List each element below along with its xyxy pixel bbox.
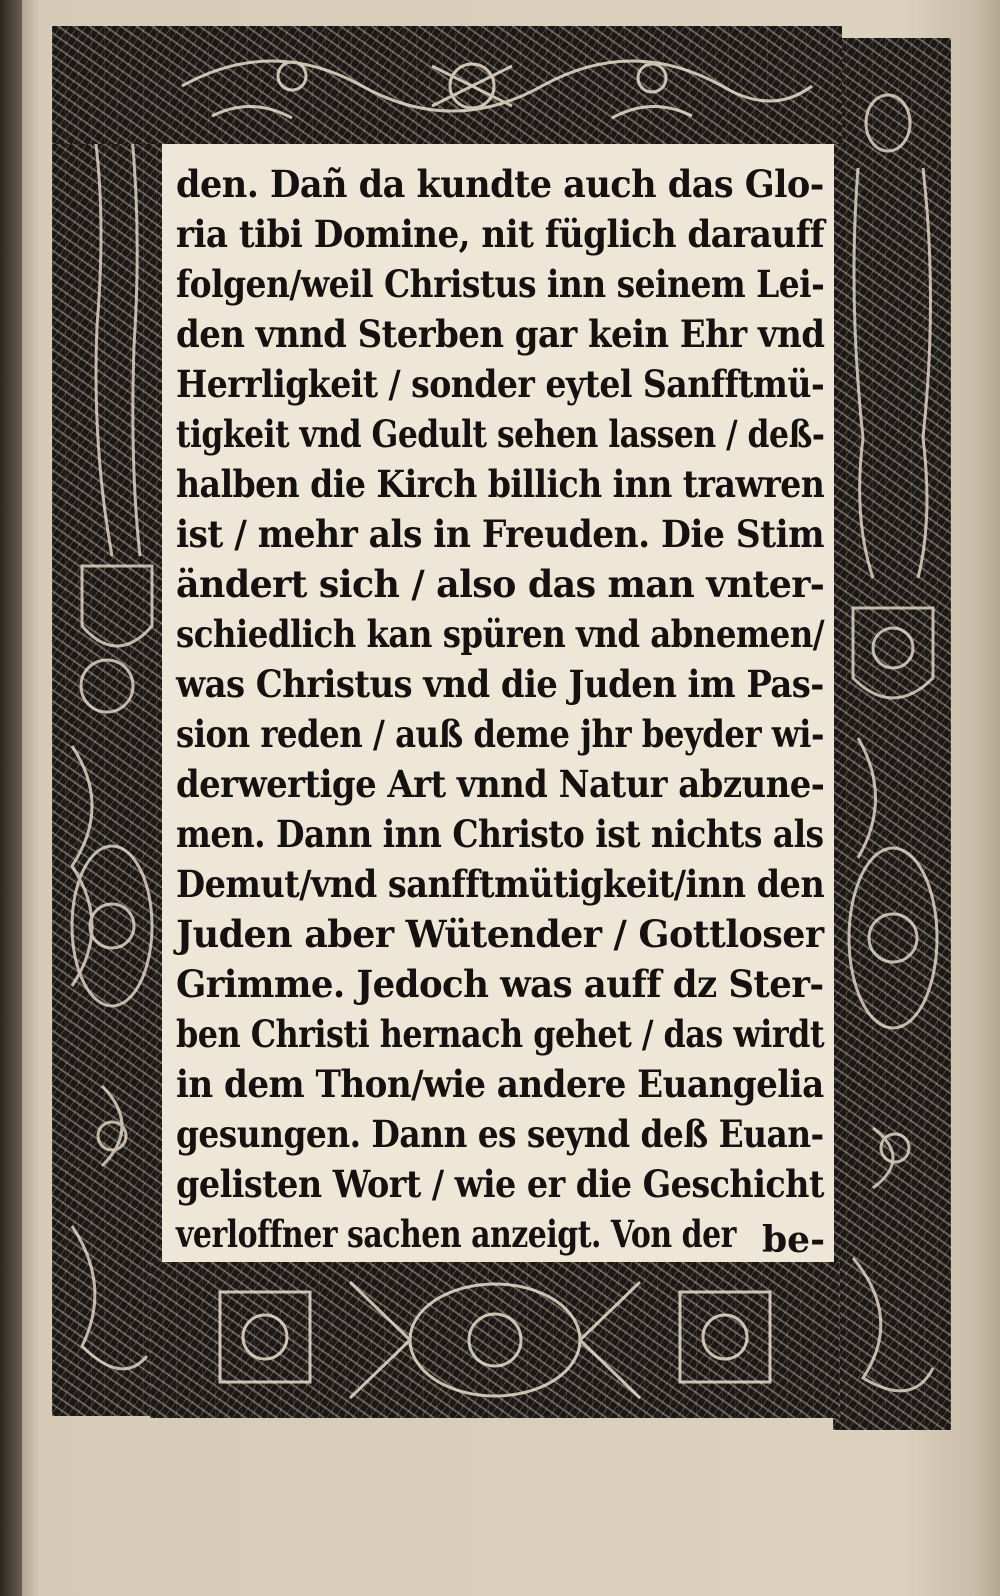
text-line: ria tibi Domine, nit füglich darauff	[176, 212, 825, 256]
text-line: verloffner sachen anzeigt. Von der	[176, 1212, 736, 1256]
woodcut-border-right	[833, 38, 951, 1430]
text-line: gelisten Wort / wie er die Geschicht	[176, 1162, 824, 1206]
woodcut-border-bottom	[150, 1262, 840, 1418]
text-line: tigkeit vnd Gedult sehen lassen / deß-	[176, 412, 825, 456]
text-line: Grimme. Jedoch was auff dz Ster-	[176, 962, 824, 1006]
text-line: folgen/weil Christus inn seinem Lei-	[176, 262, 825, 306]
text-line: derwertige Art vnnd Natur abzune-	[176, 762, 825, 806]
text-line: in dem Thon/wie andere Euangelia	[176, 1062, 824, 1106]
catchword: be-	[762, 1219, 826, 1261]
text-line: Juden aber Wütender / Gottloser	[176, 912, 824, 956]
text-line: sion reden / auß deme jhr beyder wi-	[176, 712, 824, 756]
woodcut-border-left	[52, 26, 162, 1416]
text-line: Herrligkeit / sonder eytel Sanfftmü-	[176, 362, 825, 406]
text-line: schiedlich kan spüren vnd abnemen/	[176, 612, 825, 656]
text-line: Demut/vnd sanfftmütigkeit/inn den	[176, 862, 825, 906]
text-line: den. Dañ da kundte auch das Glo-	[176, 162, 824, 206]
text-line: gesungen. Dann es seynd deß Euan-	[176, 1112, 824, 1156]
text-line: ist / mehr als in Freuden. Die Stim	[176, 512, 825, 556]
text-line: den vnnd Sterben gar kein Ehr vnd	[176, 312, 825, 356]
woodcut-border-top	[52, 26, 842, 144]
text-line: ändert sich / also das man vnter-	[176, 562, 825, 606]
text-line: men. Dann inn Christo ist nichts als	[176, 812, 824, 856]
text-line: halben die Kirch billich inn trawren	[176, 462, 825, 506]
text-line: was Christus vnd die Juden im Pas-	[176, 662, 824, 706]
book-gutter	[0, 0, 22, 1596]
text-line: ben Christi hernach gehet / das wirdt	[176, 1012, 825, 1056]
